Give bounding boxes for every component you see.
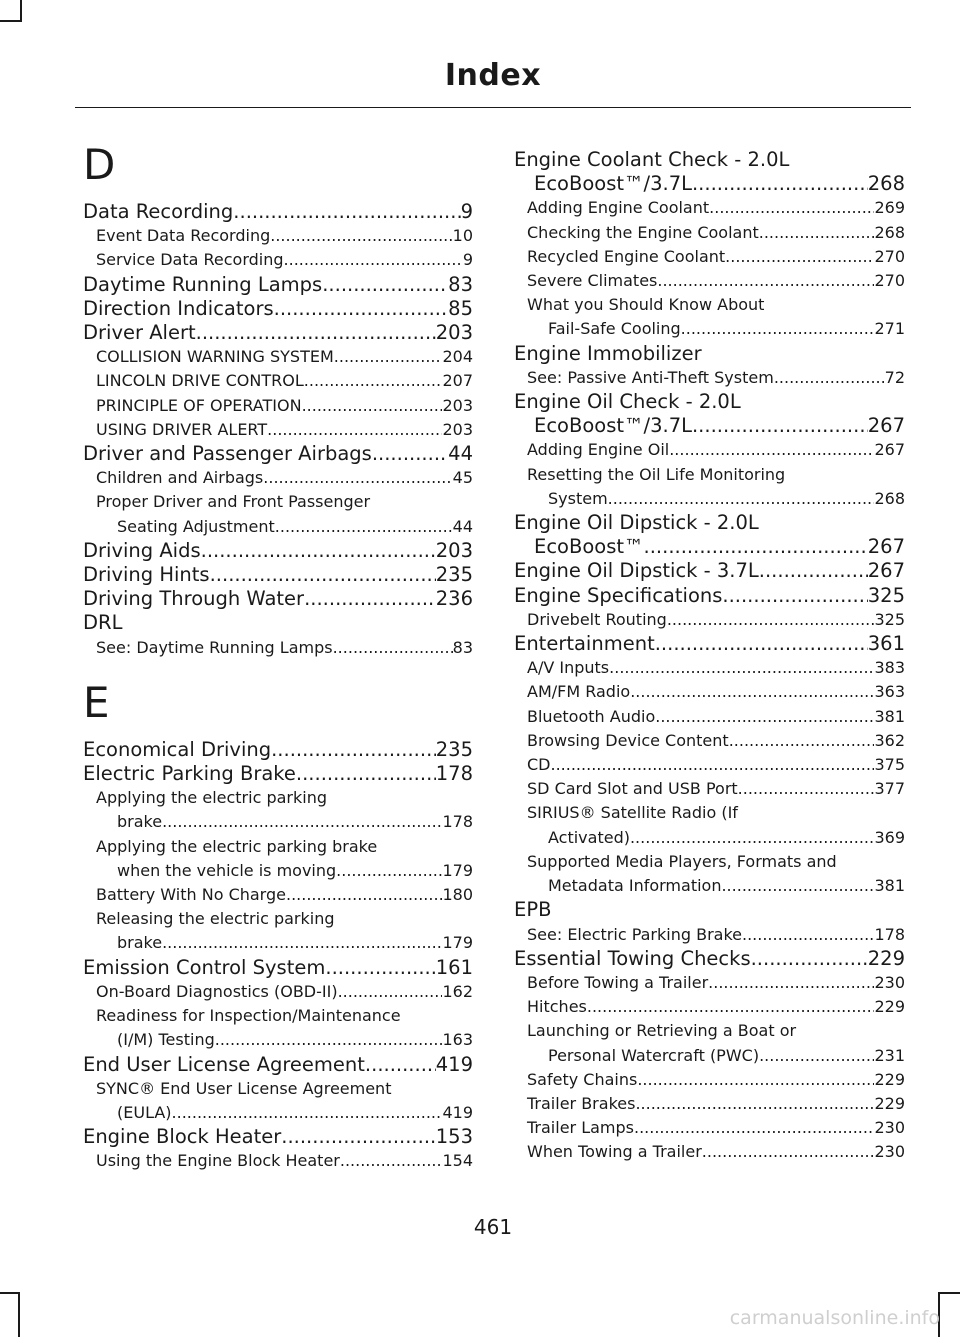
dot-leader bbox=[296, 762, 436, 786]
index-entry[interactable] bbox=[514, 656, 905, 680]
entry-label: Before Towing a Trailer bbox=[527, 972, 709, 992]
index-entry[interactable]: Engine Oil Check - 2.0L bbox=[514, 390, 741, 414]
index-entry[interactable] bbox=[514, 317, 905, 341]
section-letter: D bbox=[83, 140, 116, 189]
dot-leader bbox=[722, 584, 867, 608]
entry-label: See: Electric Parking Brake bbox=[527, 924, 742, 944]
entry-label: EcoBoost™ bbox=[534, 535, 644, 559]
dot-leader bbox=[655, 632, 868, 656]
entry-page: 83 bbox=[452, 637, 473, 657]
crop-mark bbox=[0, 20, 22, 22]
index-entry[interactable]: DRL bbox=[83, 611, 123, 635]
index-entry[interactable] bbox=[83, 369, 473, 393]
dot-leader bbox=[702, 1140, 875, 1164]
index-entry[interactable] bbox=[514, 584, 905, 608]
dot-leader bbox=[302, 394, 443, 418]
entry-label: SD Card Slot and USB Port bbox=[527, 779, 738, 799]
dot-leader bbox=[304, 587, 436, 611]
index-entry[interactable]: Supported Media Players, Formats and bbox=[527, 851, 837, 871]
entry-page: 179 bbox=[442, 860, 473, 880]
index-entry[interactable] bbox=[83, 200, 473, 224]
index-entry[interactable] bbox=[514, 172, 905, 196]
entry-label: Recycled Engine Coolant bbox=[527, 246, 726, 266]
index-entry[interactable]: Resetting the Oil Life Monitoring bbox=[527, 464, 786, 484]
index-entry[interactable]: What you Should Know About bbox=[527, 295, 765, 315]
entry-page: 162 bbox=[442, 981, 473, 1001]
dot-leader bbox=[655, 705, 874, 729]
index-entry[interactable] bbox=[83, 931, 473, 955]
index-entry[interactable] bbox=[514, 995, 905, 1019]
dot-leader bbox=[263, 466, 452, 490]
dot-leader bbox=[172, 1101, 443, 1125]
index-entry[interactable] bbox=[514, 826, 905, 850]
entry-page: 203 bbox=[435, 321, 473, 345]
entry-label: Emission Control System bbox=[83, 955, 326, 979]
entry-page: 362 bbox=[874, 730, 905, 750]
index-entry[interactable] bbox=[514, 632, 905, 656]
entry-label: When Towing a Trailer bbox=[527, 1142, 702, 1162]
dot-leader bbox=[334, 345, 443, 369]
entry-page: 375 bbox=[874, 755, 905, 775]
index-entry[interactable] bbox=[83, 762, 473, 786]
index-column-left bbox=[83, 130, 473, 1174]
entry-label: brake bbox=[117, 812, 163, 832]
entry-label: brake bbox=[117, 933, 163, 953]
entry-page: 229 bbox=[867, 946, 905, 970]
dot-leader bbox=[196, 321, 436, 345]
index-entry[interactable]: Engine Immobilizer bbox=[514, 341, 702, 365]
entry-page: 154 bbox=[442, 1151, 473, 1171]
dot-leader bbox=[162, 931, 442, 955]
entry-label: Seating Adjustment bbox=[117, 516, 275, 536]
entry-page: 178 bbox=[435, 762, 473, 786]
entry-page: 229 bbox=[874, 997, 905, 1017]
entry-page: 267 bbox=[867, 535, 905, 559]
dot-leader bbox=[372, 442, 448, 466]
index-entry[interactable] bbox=[83, 810, 473, 834]
index-entry[interactable] bbox=[83, 273, 473, 297]
entry-label: Essential Towing Checks bbox=[514, 946, 751, 970]
dot-leader bbox=[774, 366, 885, 390]
index-entry[interactable] bbox=[514, 366, 905, 390]
dot-leader bbox=[721, 874, 874, 898]
index-entry[interactable] bbox=[514, 221, 905, 245]
dot-leader bbox=[340, 1149, 443, 1173]
index-entry[interactable]: Readiness for Inspection/Maintenance bbox=[96, 1006, 401, 1026]
index-entry[interactable] bbox=[514, 777, 905, 801]
dot-leader bbox=[274, 297, 449, 321]
dot-leader bbox=[725, 245, 874, 269]
dot-leader bbox=[267, 418, 442, 442]
dot-leader bbox=[608, 487, 875, 511]
dot-leader bbox=[709, 196, 874, 220]
entry-page: 269 bbox=[874, 198, 905, 218]
index-entry[interactable]: Applying the electric parking brake bbox=[96, 836, 378, 856]
entry-page: 203 bbox=[442, 419, 473, 439]
entry-page: 230 bbox=[874, 1142, 905, 1162]
entry-label: Driver and Passenger Airbags bbox=[83, 442, 372, 466]
index-entry[interactable] bbox=[83, 321, 473, 345]
entry-label: See: Passive Anti-Theft System bbox=[527, 367, 774, 387]
entry-page: 325 bbox=[874, 609, 905, 629]
entry-page: 267 bbox=[874, 440, 905, 460]
entry-page: 230 bbox=[874, 1118, 905, 1138]
index-entry[interactable] bbox=[83, 1101, 473, 1125]
index-entry[interactable] bbox=[514, 1092, 905, 1116]
index-entry[interactable] bbox=[514, 487, 905, 511]
dot-leader bbox=[692, 172, 868, 196]
index-entry[interactable] bbox=[83, 980, 473, 1004]
index-entry[interactable] bbox=[83, 636, 473, 660]
index-entry[interactable]: SYNC® End User License Agreement bbox=[96, 1078, 392, 1098]
entry-label: Checking the Engine Coolant bbox=[527, 222, 759, 242]
entry-page: 229 bbox=[874, 1069, 905, 1089]
entry-label: On-Board Diagnostics (OBD-II) bbox=[96, 981, 338, 1001]
page-title: Index bbox=[444, 58, 542, 93]
index-entry[interactable] bbox=[83, 515, 473, 539]
dot-leader bbox=[162, 810, 442, 834]
dot-leader bbox=[551, 753, 875, 777]
index-entry[interactable] bbox=[514, 705, 905, 729]
index-entry[interactable] bbox=[83, 248, 473, 272]
index-entry[interactable] bbox=[514, 753, 905, 777]
dot-leader bbox=[210, 563, 436, 587]
dot-leader bbox=[667, 608, 875, 632]
entry-page: 325 bbox=[867, 583, 905, 607]
entry-label: Fail-Safe Cooling bbox=[548, 319, 681, 339]
entry-label: Browsing Device Content bbox=[527, 730, 729, 750]
entry-page: 268 bbox=[874, 222, 905, 242]
entry-label: Children and Airbags bbox=[96, 468, 264, 488]
entry-page: 203 bbox=[442, 395, 473, 415]
entry-label: Trailer Brakes bbox=[527, 1093, 636, 1113]
index-entry[interactable] bbox=[83, 1125, 473, 1149]
entry-label: (I/M) Testing bbox=[117, 1030, 215, 1050]
entry-label: Service Data Recording bbox=[96, 250, 284, 270]
index-entry[interactable] bbox=[83, 1149, 473, 1173]
entry-page: 9 bbox=[462, 250, 473, 270]
index-entry[interactable] bbox=[514, 923, 905, 947]
dot-leader bbox=[333, 636, 453, 660]
entry-label: Driving Through Water bbox=[83, 587, 305, 611]
index-entry[interactable]: Applying the electric parking bbox=[96, 788, 327, 808]
entry-page: 363 bbox=[874, 682, 905, 702]
entry-page: 153 bbox=[435, 1125, 473, 1149]
dot-leader bbox=[284, 248, 463, 272]
entry-label: Severe Climates bbox=[527, 271, 658, 291]
entry-page: 270 bbox=[874, 271, 905, 291]
entry-page: 381 bbox=[874, 706, 905, 726]
entry-label: Adding Engine Coolant bbox=[527, 198, 710, 218]
entry-label: AM/FM Radio bbox=[527, 682, 631, 702]
index-entry[interactable] bbox=[83, 956, 473, 980]
index-entry[interactable] bbox=[514, 1044, 905, 1068]
entry-label: CD bbox=[527, 755, 551, 775]
entry-page: 267 bbox=[867, 559, 905, 583]
entry-label: Bluetooth Audio bbox=[527, 706, 656, 726]
entry-label: PRINCIPLE OF OPERATION bbox=[96, 395, 302, 415]
index-entry[interactable] bbox=[514, 971, 905, 995]
entry-page: 270 bbox=[874, 246, 905, 266]
index-column-right bbox=[514, 148, 905, 1165]
entry-page: 369 bbox=[874, 827, 905, 847]
entry-page: 44 bbox=[448, 442, 473, 466]
dot-leader bbox=[657, 269, 874, 293]
index-entry[interactable] bbox=[514, 947, 905, 971]
dot-leader bbox=[338, 980, 443, 1004]
entry-page: 383 bbox=[874, 658, 905, 678]
dot-leader bbox=[759, 559, 868, 583]
index-entry[interactable] bbox=[514, 608, 905, 632]
entry-page: 178 bbox=[874, 924, 905, 944]
index-entry[interactable] bbox=[514, 269, 905, 293]
entry-label: LINCOLN DRIVE CONTROL bbox=[96, 371, 304, 391]
dot-leader bbox=[281, 1125, 436, 1149]
index-entry[interactable] bbox=[83, 738, 473, 762]
index-entry[interactable] bbox=[514, 1068, 905, 1092]
dot-leader bbox=[738, 777, 875, 801]
index-entry[interactable] bbox=[83, 859, 473, 883]
index-entry[interactable] bbox=[83, 224, 473, 248]
index-entry[interactable] bbox=[514, 874, 905, 898]
dot-leader bbox=[271, 738, 436, 762]
entry-page: 267 bbox=[867, 414, 905, 438]
watermark: carmanualsonline.info bbox=[729, 1307, 940, 1329]
entry-label: Event Data Recording bbox=[96, 226, 271, 246]
dot-leader bbox=[634, 1116, 874, 1140]
index-entry[interactable] bbox=[514, 559, 905, 583]
entry-page: 235 bbox=[435, 563, 473, 587]
entry-label: Hitches bbox=[527, 997, 587, 1017]
index-entry[interactable] bbox=[83, 345, 473, 369]
entry-label: Direction Indicators bbox=[83, 296, 274, 320]
entry-label: EcoBoost™/3.7L bbox=[534, 172, 692, 196]
entry-label: Driver Alert bbox=[83, 321, 196, 345]
entry-page: 419 bbox=[442, 1102, 473, 1122]
dot-leader bbox=[630, 680, 874, 704]
index-entry[interactable] bbox=[514, 1116, 905, 1140]
entry-page: 72 bbox=[884, 367, 905, 387]
entry-page: 178 bbox=[442, 812, 473, 832]
index-entry[interactable] bbox=[83, 1028, 473, 1052]
entry-page: 44 bbox=[452, 516, 473, 536]
index-entry[interactable] bbox=[514, 535, 905, 559]
crop-mark bbox=[20, 0, 22, 22]
dot-leader bbox=[729, 729, 875, 753]
entry-label: Daytime Running Lamps bbox=[83, 272, 323, 296]
dot-leader bbox=[742, 923, 874, 947]
index-entry[interactable]: Engine Oil Dipstick - 2.0L bbox=[514, 511, 759, 535]
index-entry[interactable] bbox=[514, 438, 905, 462]
entry-label: (EULA) bbox=[117, 1102, 172, 1122]
dot-leader bbox=[609, 656, 874, 680]
index-entry[interactable]: Launching or Retrieving a Boat or bbox=[527, 1021, 797, 1041]
entry-page: 180 bbox=[442, 885, 473, 905]
index-entry[interactable]: SIRIUS® Satellite Radio (If bbox=[527, 803, 738, 823]
entry-page: 271 bbox=[874, 319, 905, 339]
entry-label: Engine Block Heater bbox=[83, 1125, 282, 1149]
index-entry[interactable] bbox=[514, 414, 905, 438]
header-divider bbox=[75, 107, 911, 108]
index-entry[interactable] bbox=[514, 1140, 905, 1164]
entry-page: 381 bbox=[874, 876, 905, 896]
entry-page: 85 bbox=[448, 296, 473, 320]
index-entry[interactable] bbox=[83, 563, 473, 587]
dot-leader bbox=[669, 438, 874, 462]
dot-leader bbox=[336, 859, 442, 883]
dot-leader bbox=[681, 317, 875, 341]
dot-leader bbox=[215, 1028, 443, 1052]
entry-label: Trailer Lamps bbox=[527, 1118, 634, 1138]
entry-page: 361 bbox=[867, 632, 905, 656]
crop-mark bbox=[0, 1292, 20, 1294]
entry-label: Driving Hints bbox=[83, 563, 210, 587]
dot-leader bbox=[630, 826, 874, 850]
entry-label: End User License Agreement bbox=[83, 1052, 365, 1076]
dot-leader bbox=[692, 414, 868, 438]
index-entry[interactable]: EPB bbox=[514, 898, 552, 922]
index-entry[interactable]: Releasing the electric parking bbox=[96, 909, 335, 929]
entry-page: 163 bbox=[442, 1030, 473, 1050]
entry-page: 207 bbox=[442, 371, 473, 391]
dot-leader bbox=[751, 947, 868, 971]
crop-mark bbox=[18, 1292, 20, 1337]
dot-leader bbox=[587, 995, 875, 1019]
index-entry[interactable] bbox=[83, 539, 473, 563]
entry-label: EcoBoost™/3.7L bbox=[534, 414, 692, 438]
dot-leader bbox=[233, 200, 460, 224]
entry-label: Adding Engine Oil bbox=[527, 440, 670, 460]
entry-label: Data Recording bbox=[83, 200, 234, 223]
dot-leader bbox=[270, 224, 452, 248]
dot-leader bbox=[286, 883, 442, 907]
entry-label: A/V Inputs bbox=[527, 658, 610, 678]
entry-page: 231 bbox=[874, 1045, 905, 1065]
entry-page: 229 bbox=[874, 1093, 905, 1113]
index-entry[interactable] bbox=[83, 883, 473, 907]
dot-leader bbox=[275, 515, 453, 539]
entry-label: Personal Watercraft (PWC) bbox=[548, 1045, 760, 1065]
dot-leader bbox=[304, 369, 443, 393]
entry-label: Entertainment bbox=[514, 632, 655, 656]
dot-leader bbox=[644, 535, 868, 559]
index-entry[interactable]: Engine Coolant Check - 2.0L bbox=[514, 148, 790, 171]
section-letter: E bbox=[83, 677, 110, 727]
entry-page: 161 bbox=[435, 955, 473, 979]
entry-page: 204 bbox=[442, 347, 473, 367]
entry-label: System bbox=[548, 488, 608, 508]
dot-leader bbox=[759, 221, 875, 245]
entry-page: 10 bbox=[452, 226, 473, 246]
dot-leader bbox=[759, 1044, 874, 1068]
entry-label: Electric Parking Brake bbox=[83, 762, 296, 786]
index-entry[interactable]: Proper Driver and Front Passenger bbox=[96, 492, 371, 512]
index-entry[interactable] bbox=[83, 442, 473, 466]
index-entry[interactable] bbox=[83, 1053, 473, 1077]
entry-page: 377 bbox=[874, 779, 905, 799]
index-entry[interactable] bbox=[83, 418, 473, 442]
dot-leader bbox=[365, 1053, 436, 1077]
entry-label: See: Daytime Running Lamps bbox=[96, 637, 333, 657]
index-entry[interactable] bbox=[514, 729, 905, 753]
page-number: 461 bbox=[473, 1215, 513, 1239]
entry-page: 419 bbox=[435, 1052, 473, 1076]
dot-leader bbox=[325, 956, 435, 980]
entry-page: 9 bbox=[460, 200, 473, 223]
entry-label: Safety Chains bbox=[527, 1069, 638, 1089]
entry-page: 268 bbox=[874, 488, 905, 508]
entry-label: when the vehicle is moving bbox=[117, 860, 337, 880]
index-entry[interactable] bbox=[83, 466, 473, 490]
index-entry[interactable] bbox=[514, 680, 905, 704]
index-entry[interactable] bbox=[83, 587, 473, 611]
entry-label: Engine Oil Dipstick - 3.7L bbox=[514, 559, 759, 583]
entry-page: 203 bbox=[435, 538, 473, 562]
entry-page: 179 bbox=[442, 933, 473, 953]
index-entry[interactable] bbox=[514, 245, 905, 269]
entry-page: 268 bbox=[867, 172, 905, 196]
entry-label: COLLISION WARNING SYSTEM bbox=[96, 347, 334, 367]
index-entry[interactable] bbox=[83, 394, 473, 418]
entry-label: Activated) bbox=[548, 827, 630, 847]
dot-leader bbox=[635, 1092, 874, 1116]
entry-label: USING DRIVER ALERT bbox=[96, 419, 268, 439]
entry-page: 45 bbox=[452, 468, 473, 488]
entry-label: Engine Specifications bbox=[514, 583, 723, 607]
index-entry[interactable] bbox=[514, 196, 905, 220]
dot-leader bbox=[637, 1068, 874, 1092]
entry-label: Metadata Information bbox=[548, 876, 722, 896]
entry-page: 230 bbox=[874, 972, 905, 992]
entry-label: Battery With No Charge bbox=[96, 885, 286, 905]
entry-page: 83 bbox=[448, 272, 473, 296]
entry-page: 236 bbox=[435, 587, 473, 611]
entry-label: Using the Engine Block Heater bbox=[96, 1151, 340, 1171]
dot-leader bbox=[708, 971, 874, 995]
dot-leader bbox=[201, 539, 436, 563]
crop-mark bbox=[938, 1292, 960, 1294]
entry-page: 235 bbox=[435, 737, 473, 761]
entry-label: Economical Driving bbox=[83, 737, 272, 761]
entry-label: Driving Aids bbox=[83, 538, 201, 562]
entry-label: Drivebelt Routing bbox=[527, 609, 667, 629]
dot-leader bbox=[322, 273, 448, 297]
index-entry[interactable] bbox=[83, 297, 473, 321]
